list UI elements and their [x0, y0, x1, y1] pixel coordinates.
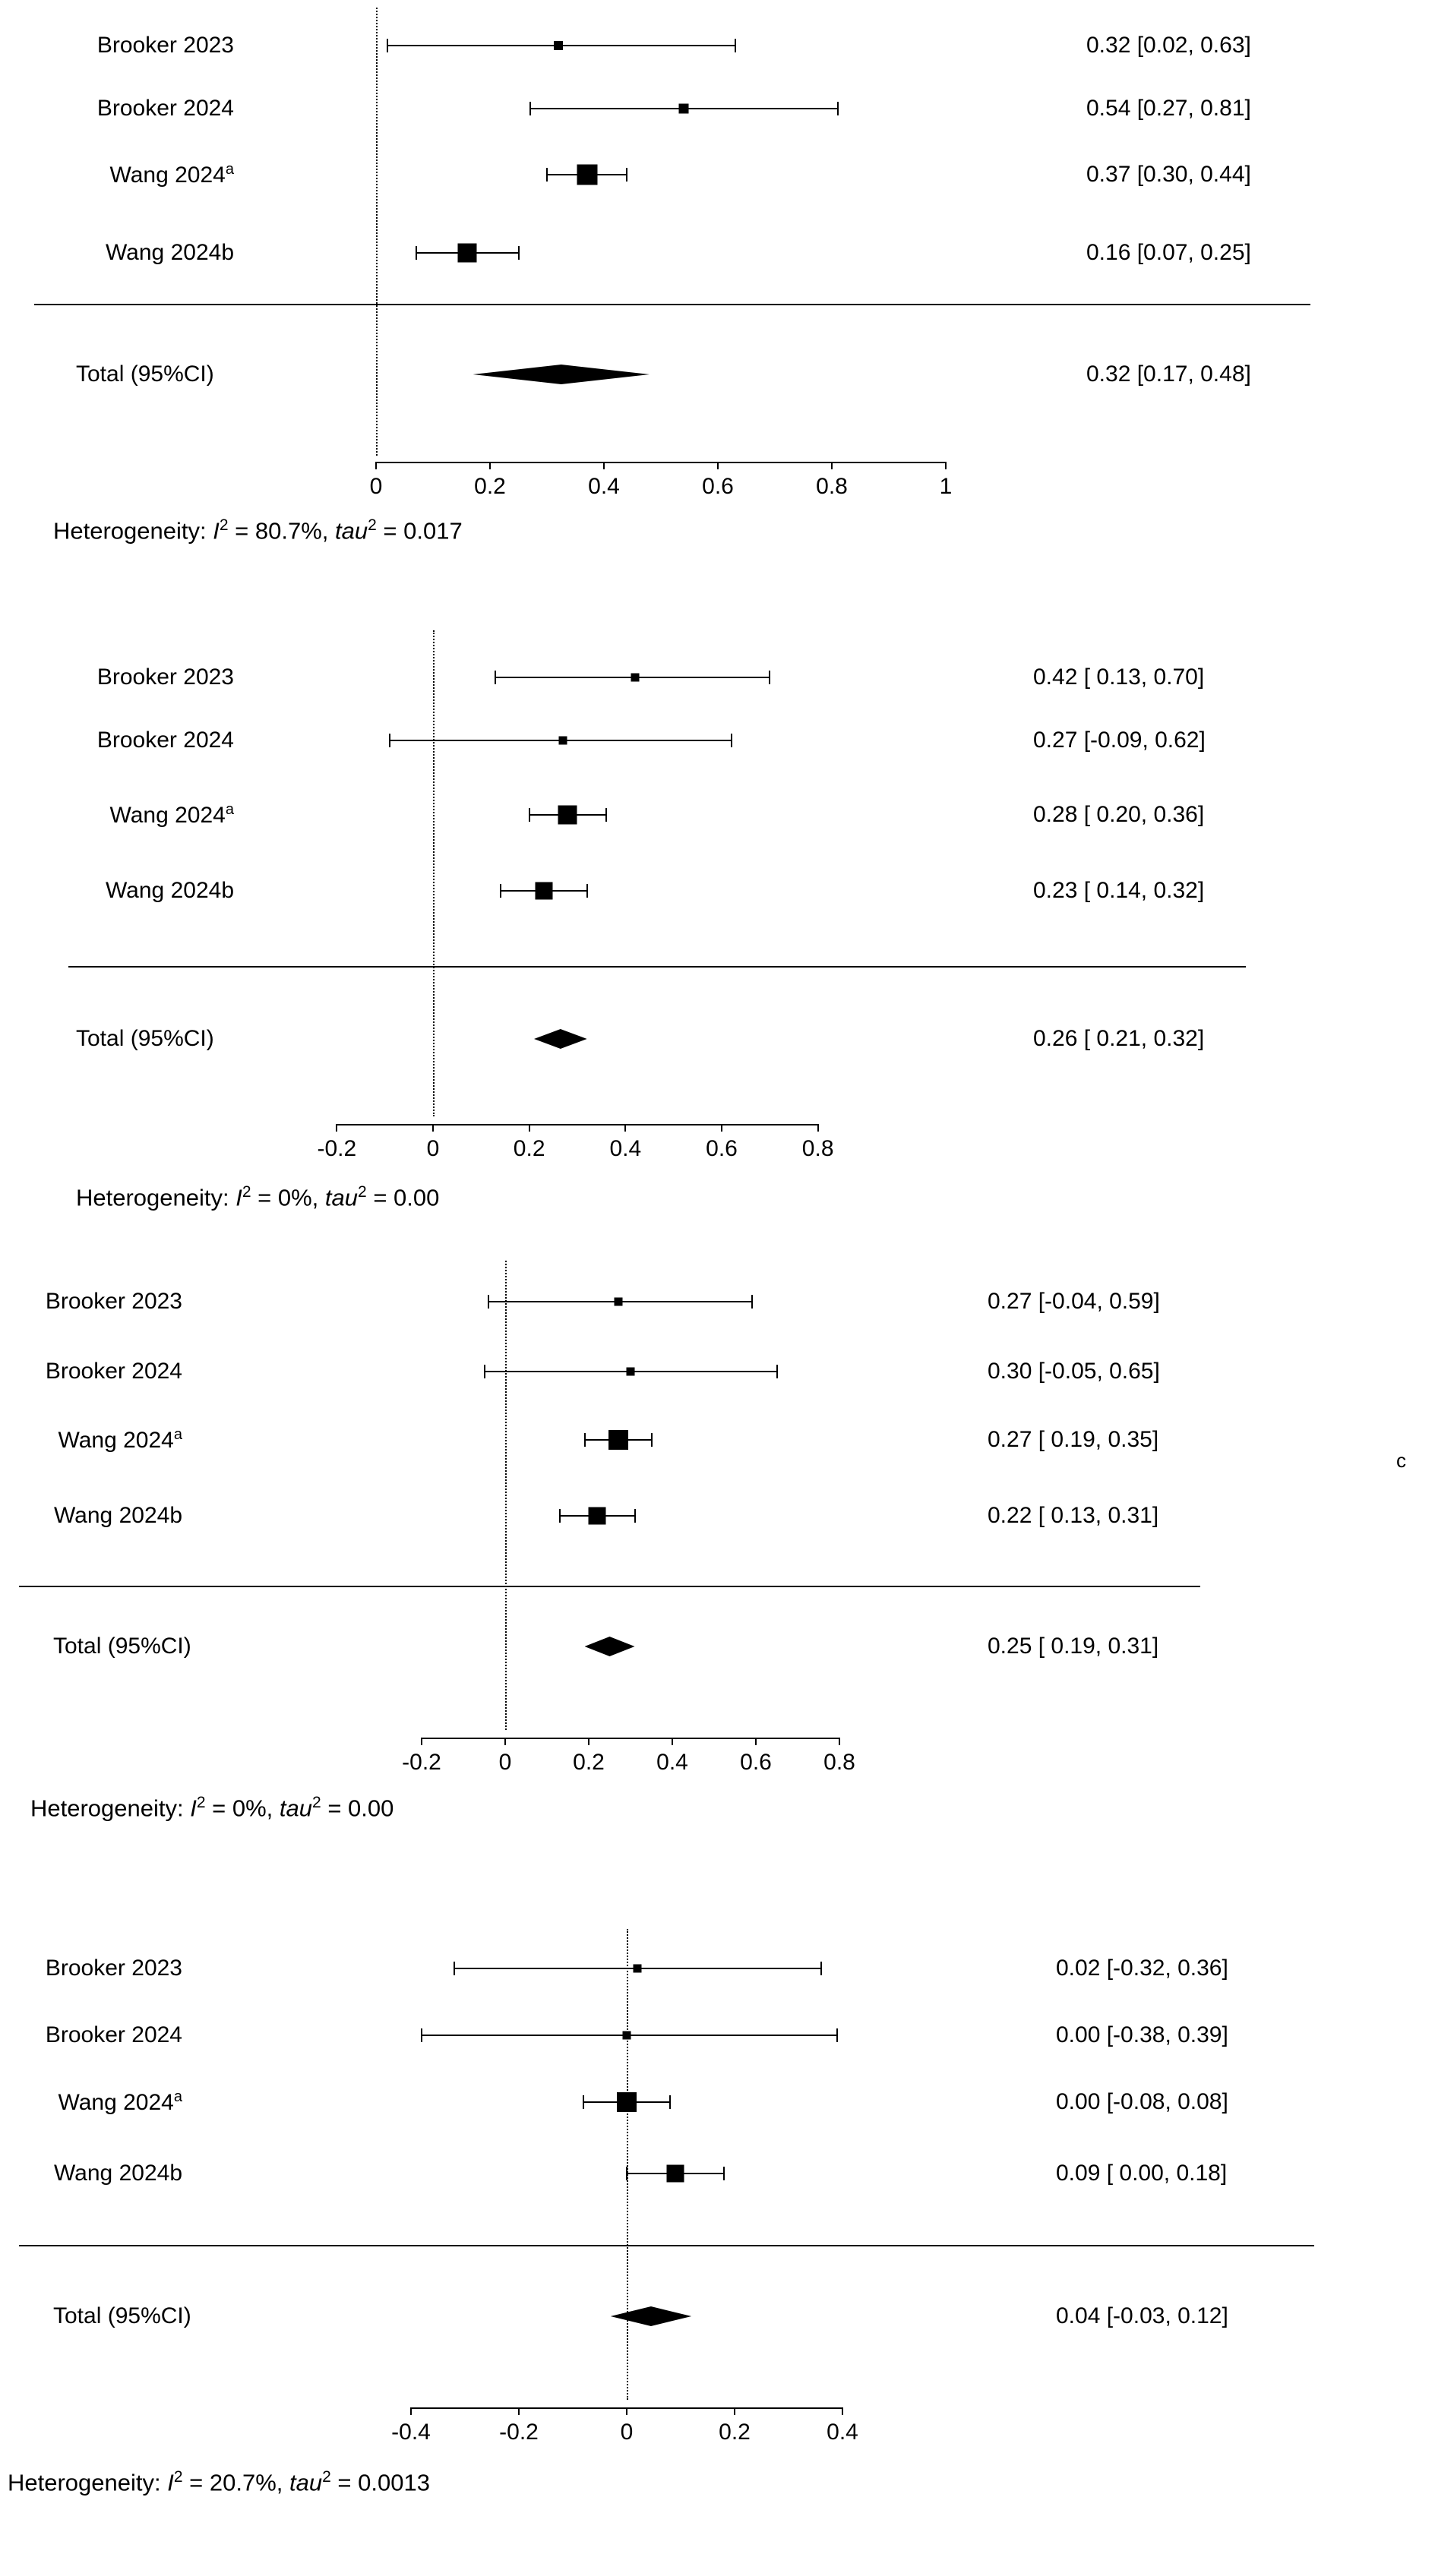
- confidence-interval-line: [495, 677, 770, 678]
- confidence-interval-line: [547, 174, 627, 175]
- ci-end-cap: [421, 2028, 422, 2042]
- effect-estimate-marker: [559, 737, 567, 745]
- effect-size-text: 0.22 [ 0.13, 0.31]: [988, 1503, 1159, 1528]
- effect-estimate-marker: [679, 104, 689, 114]
- x-axis-tick-label: 0.8: [801, 1136, 834, 1161]
- x-axis-tick: [489, 462, 491, 469]
- x-axis-tick: [755, 1738, 757, 1745]
- x-axis-tick-label: 0: [620, 2420, 634, 2445]
- x-axis-tick: [529, 1124, 530, 1132]
- x-axis-tick-label: -0.2: [402, 1750, 441, 1775]
- x-axis-tick-label: 0.6: [702, 474, 734, 499]
- study-label: Brooker 2023: [45, 1956, 182, 1981]
- heterogeneity-text: Heterogeneity: $I^2 = 80.7\%$, tau$^2$ = 0.017: [53, 516, 463, 545]
- x-axis-line: [411, 2407, 842, 2409]
- ci-end-cap: [583, 2095, 584, 2109]
- ci-end-cap: [751, 1295, 753, 1309]
- study-label: Brooker 2023: [96, 33, 234, 58]
- x-axis-tick: [504, 1738, 506, 1745]
- ci-end-cap: [776, 1365, 778, 1378]
- effect-estimate-marker: [577, 165, 597, 185]
- x-axis-tick-label: 0.2: [573, 1750, 605, 1775]
- x-axis-tick-label: 0.4: [609, 1136, 642, 1161]
- x-axis-tick: [672, 1738, 673, 1745]
- zero-reference-line: [433, 630, 435, 1116]
- study-label: Brooker 2023: [96, 665, 234, 690]
- ci-end-cap: [546, 168, 548, 182]
- effect-size-text: 0.27 [-0.04, 0.59]: [988, 1289, 1160, 1314]
- effect-size-text: 0.32 [0.02, 0.63]: [1086, 33, 1251, 58]
- x-axis-line: [337, 1124, 817, 1125]
- ci-end-cap: [586, 884, 588, 898]
- summary-divider: [34, 304, 1310, 305]
- x-axis-tick-label: 0.8: [823, 1750, 855, 1775]
- confidence-interval-line: [530, 108, 838, 109]
- x-axis-tick: [603, 462, 605, 469]
- pooled-effect-text: 0.25 [ 0.19, 0.31]: [988, 1634, 1159, 1659]
- zero-reference-line: [627, 1929, 628, 2400]
- ci-end-cap: [416, 246, 417, 260]
- effect-estimate-marker: [634, 1965, 642, 1973]
- effect-size-text: 0.00 [-0.08, 0.08]: [1056, 2089, 1228, 2114]
- x-axis-tick: [421, 1738, 422, 1745]
- ci-end-cap: [836, 2028, 838, 2042]
- x-axis-tick-label: 0.6: [706, 1136, 738, 1161]
- x-axis-line: [422, 1738, 839, 1739]
- ci-end-cap: [529, 102, 531, 115]
- x-axis-tick: [842, 2407, 843, 2415]
- effect-size-text: 0.30 [-0.05, 0.65]: [988, 1359, 1160, 1384]
- stray-panel-letter: c: [1396, 1449, 1406, 1472]
- study-label: Brooker 2023: [45, 1289, 182, 1314]
- x-axis-tick-label: -0.2: [499, 2420, 539, 2445]
- confidence-interval-line: [488, 1301, 752, 1302]
- x-axis-tick: [721, 1124, 722, 1132]
- ci-end-cap: [769, 671, 770, 684]
- study-label: Wang 2024b: [105, 878, 234, 903]
- confidence-interval-line: [387, 45, 735, 46]
- pooled-effect-text: 0.26 [ 0.21, 0.32]: [1033, 1026, 1205, 1051]
- x-axis-tick: [624, 1124, 626, 1132]
- heterogeneity-text: Heterogeneity: $I^2 = 20.7\%$, tau$^2$ = 0.0013: [8, 2468, 430, 2496]
- effect-estimate-marker: [458, 244, 477, 263]
- ci-end-cap: [669, 2095, 671, 2109]
- summary-divider: [68, 966, 1246, 968]
- x-axis-tick-label: 0: [426, 1136, 440, 1161]
- confidence-interval-line: [416, 252, 519, 254]
- x-axis-tick-label: 0.4: [588, 474, 620, 499]
- ci-end-cap: [626, 2167, 627, 2180]
- ci-end-cap: [584, 1433, 586, 1447]
- effect-size-text: 0.02 [-0.32, 0.36]: [1056, 1956, 1228, 1981]
- effect-estimate-marker: [589, 1507, 606, 1525]
- ci-end-cap: [626, 168, 627, 182]
- confidence-interval-line: [560, 1515, 635, 1517]
- study-label: Wang 2024$^a$: [58, 1426, 182, 1453]
- x-axis-tick-label: 0: [498, 1750, 512, 1775]
- x-axis-tick: [831, 462, 833, 469]
- ci-end-cap: [731, 734, 732, 747]
- x-axis-tick-label: 0: [369, 474, 383, 499]
- ci-end-cap: [651, 1433, 653, 1447]
- confidence-interval-line: [501, 890, 587, 892]
- effect-size-text: 0.28 [ 0.20, 0.36]: [1033, 802, 1205, 827]
- x-axis-tick-label: 0.4: [656, 1750, 688, 1775]
- heterogeneity-text: Heterogeneity: $I^2 = 0\%$, tau$^2$ = 0.00: [76, 1183, 440, 1211]
- confidence-interval-line: [627, 2173, 724, 2174]
- total-label: Total (95%CI): [53, 1634, 191, 1659]
- heterogeneity-text: Heterogeneity: $I^2 = 0\%$, tau$^2$ = 0.00: [30, 1794, 394, 1822]
- x-axis-tick: [336, 1124, 337, 1132]
- effect-estimate-marker: [617, 2092, 637, 2112]
- ci-end-cap: [723, 2167, 725, 2180]
- x-axis-tick-label: 0.2: [719, 2420, 751, 2445]
- summary-divider: [19, 1586, 1200, 1587]
- x-axis-tick-label: 0.8: [816, 474, 848, 499]
- study-label: Wang 2024b: [53, 1503, 182, 1528]
- effect-estimate-marker: [614, 1298, 622, 1306]
- study-label: Brooker 2024: [45, 1359, 182, 1384]
- pooled-effect-diamond: [611, 2306, 692, 2326]
- study-label: Wang 2024b: [105, 240, 234, 265]
- effect-size-text: 0.23 [ 0.14, 0.32]: [1033, 878, 1205, 903]
- summary-divider: [19, 2245, 1314, 2246]
- study-label: Brooker 2024: [96, 96, 234, 121]
- effect-size-text: 0.27 [ 0.19, 0.35]: [988, 1427, 1159, 1452]
- x-axis-tick-label: 1: [939, 474, 953, 499]
- x-axis-tick: [734, 2407, 735, 2415]
- effect-estimate-marker: [554, 41, 563, 50]
- study-label: Wang 2024b: [53, 2161, 182, 2186]
- ci-end-cap: [529, 808, 530, 822]
- ci-end-cap: [518, 246, 520, 260]
- pooled-effect-diamond: [534, 1029, 587, 1049]
- x-axis-tick: [817, 1124, 819, 1132]
- x-axis-tick: [375, 462, 377, 469]
- ci-end-cap: [605, 808, 607, 822]
- total-label: Total (95%CI): [76, 361, 214, 387]
- effect-size-text: 0.00 [-0.38, 0.39]: [1056, 2022, 1228, 2047]
- effect-size-text: 0.16 [0.07, 0.25]: [1086, 240, 1251, 265]
- ci-end-cap: [634, 1509, 636, 1523]
- ci-end-cap: [389, 734, 390, 747]
- zero-reference-line: [376, 8, 378, 456]
- ci-end-cap: [735, 39, 736, 52]
- x-axis-tick: [626, 2407, 627, 2415]
- x-axis-tick-label: 0.2: [474, 474, 506, 499]
- pooled-effect-diamond: [585, 1637, 635, 1656]
- confidence-interval-line: [390, 740, 732, 741]
- ci-end-cap: [387, 39, 388, 52]
- ci-end-cap: [500, 884, 501, 898]
- ci-end-cap: [820, 1962, 822, 1975]
- effect-size-text: 0.37 [0.30, 0.44]: [1086, 162, 1251, 187]
- x-axis-tick: [432, 1124, 434, 1132]
- confidence-interval-line: [585, 1439, 652, 1441]
- effect-size-text: 0.27 [-0.09, 0.62]: [1033, 728, 1206, 753]
- ci-end-cap: [484, 1365, 485, 1378]
- pooled-effect-text: 0.32 [0.17, 0.48]: [1086, 361, 1251, 387]
- study-label: Wang 2024$^a$: [109, 801, 234, 828]
- x-axis-tick: [518, 2407, 520, 2415]
- x-axis-tick: [588, 1738, 589, 1745]
- confidence-interval-line: [583, 2101, 670, 2103]
- study-label: Wang 2024$^a$: [109, 161, 234, 188]
- study-label: Brooker 2024: [96, 728, 234, 753]
- pooled-effect-text: 0.04 [-0.03, 0.12]: [1056, 2303, 1228, 2328]
- x-axis-tick-label: -0.2: [317, 1136, 357, 1161]
- x-axis-tick: [945, 462, 947, 469]
- effect-size-text: 0.42 [ 0.13, 0.70]: [1033, 665, 1205, 690]
- x-axis-line: [376, 462, 946, 463]
- total-label: Total (95%CI): [53, 2303, 191, 2328]
- confidence-interval-line: [485, 1371, 777, 1372]
- ci-end-cap: [454, 1962, 455, 1975]
- effect-size-text: 0.09 [ 0.00, 0.18]: [1056, 2161, 1228, 2186]
- x-axis-tick-label: 0.4: [827, 2420, 858, 2445]
- effect-estimate-marker: [608, 1430, 628, 1450]
- confidence-interval-line: [422, 2035, 837, 2036]
- effect-estimate-marker: [631, 674, 640, 682]
- study-label: Wang 2024$^a$: [58, 2088, 182, 2115]
- confidence-interval-line: [454, 1968, 821, 1969]
- x-axis-tick: [839, 1738, 840, 1745]
- zero-reference-line: [505, 1261, 507, 1730]
- effect-estimate-marker: [666, 2165, 684, 2183]
- ci-end-cap: [559, 1509, 561, 1523]
- ci-end-cap: [837, 102, 839, 115]
- effect-size-text: 0.54 [0.27, 0.81]: [1086, 96, 1251, 121]
- pooled-effect-diamond: [473, 365, 650, 384]
- x-axis-tick-label: -0.4: [391, 2420, 431, 2445]
- confidence-interval-line: [529, 814, 606, 816]
- study-label: Brooker 2024: [45, 2022, 182, 2047]
- ci-end-cap: [495, 671, 496, 684]
- x-axis-tick-label: 0.2: [513, 1136, 545, 1161]
- effect-estimate-marker: [627, 1368, 635, 1376]
- x-axis-tick: [717, 462, 719, 469]
- total-label: Total (95%CI): [76, 1026, 214, 1051]
- effect-estimate-marker: [623, 2031, 631, 2040]
- x-axis-tick-label: 0.6: [740, 1750, 772, 1775]
- ci-end-cap: [488, 1295, 489, 1309]
- effect-estimate-marker: [558, 806, 577, 825]
- x-axis-tick: [410, 2407, 412, 2415]
- effect-estimate-marker: [535, 882, 552, 900]
